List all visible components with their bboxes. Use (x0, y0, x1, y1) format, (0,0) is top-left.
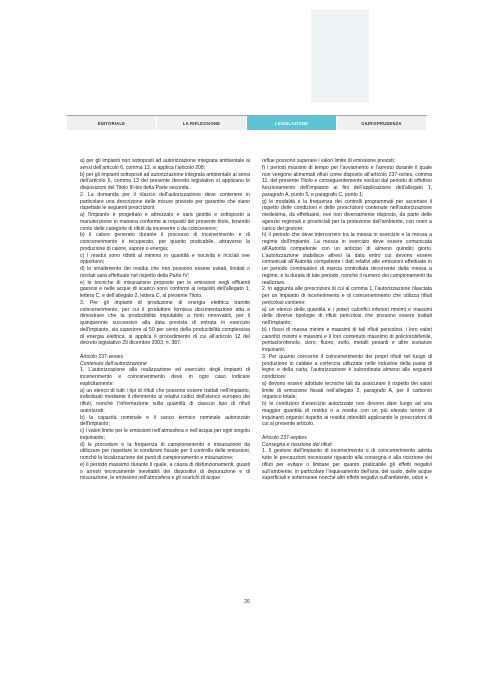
tab-giurisprudenza[interactable]: GIURISPRUDENZA (337, 116, 427, 130)
paragraph: e) le tecniche di misurazione proposte per le emissioni negli effluenti gassosi e nelle acque di scarico sono conformi ai requisiti dell’allegato 1, lettera C, e dell’allegato 2, lettera C, al presente Titolo. (80, 279, 250, 299)
paragraph: 1. L’autorizzazione alla realizzazione ed esercizio degli impianti di incenerimento e coincenerimento deve in ogni caso indicare esplicitamente: (80, 367, 250, 387)
paragraph: 1. Il gestore dell’impianto di incenerimento o di coincenerimento adotta tutte le precauzioni necessarie riguardo alla consegna e alla ricezione dei rifiuti per evitare o limitare per quanto praticabile gli effetti negativi sull’ambiente, in particolare l’inquinamento dell’aria, del suolo, delle acque superficiali e sotterranee nonché altri effetti negativi sull’ambiente, odori e (262, 448, 432, 482)
paragraph: c) i residui sono ridotti al minimo in quantità e nocività e riciclati ove opportuno; (80, 252, 250, 266)
article-subtitle: Consegna e ricezione dei rifiuti (262, 441, 332, 448)
tab-la-riflessione[interactable]: LA RIFLESSIONE (157, 116, 247, 130)
paragraph: g) le modalità e la frequenza dei controlli programmati per accertare il rispetto delle condizioni e delle prescrizioni contenute nell’autorizzazione medesima, da effettuarsi, ove non diversamente disposto, da parte delle agenzie regionali e provinciali per la protezione dell’ambiente, con oneri a carico del gestore; (262, 198, 432, 232)
paragraph: b) il calore generato durante il processo di incenerimento e di coincenerimento è recuperato, per quanto praticabile, attraverso la produzione di calore, vapore o energia; (80, 232, 250, 252)
header-banner (311, 10, 369, 102)
paragraph: a) devono essere adottate tecniche tali da assicurare il rispetto dei valori limite di emissione fissati nell’allegato 2, paragrafo A, per il carbonio organico totale; (262, 380, 432, 401)
paragraph: c) i valori limite per le emissioni nell’atmosfera e nell’acqua per ogni singolo inquinante; (80, 428, 250, 441)
paragraph: a) un elenco delle quantità e i poteri calorifici inferiori minimi e massimi delle diverse tipologie di rifiuti pericolosi che possono essere trattati nell’impianto; (262, 306, 432, 326)
paragraph: f) i periodi massimi di tempo per l’avviamento e l’arresto durante il quale non vengono alimentati rifiuti come disposto all’articolo 237-octies, comma 11, del presente Titolo e conseguentemente esclusi dal periodo di effettivo funzionamento dell’impianto ai fini dell’applicazione dell’allegato 1, paragrafo A, punto 5, e paragrafo C, punto 1; (262, 164, 432, 198)
paragraph: 2. In aggiunta alle prescrizioni di cui al comma 1, l’autorizzazione rilasciata per un impianto di incenerimento e di coincenerimento che utilizza rifiuti pericolosi contiene: (262, 286, 432, 306)
paragraph: a) un elenco di tutti i tipi di rifiuti che possono essere trattati nell’impianto, individuati mediante il riferimento ai relativi codici dell’elenco europeo dei rifiuti, nonché l’informazione sulla quantità di ciascun tipo di rifiuti autorizzati; (80, 387, 250, 414)
paragraph: a) per gli impianti non sottoposti ad autorizzazione integrata ambientale ai sensi dell’articolo 6, comma 13, si applica l’articolo 208; (80, 158, 250, 171)
section-tabs (67, 115, 427, 130)
paragraph: h) il periodo che deve intercorrere tra la messa in esercizio e la messa a regime dell’impianto. La messa in esercizio deve essere comunicata all’Autorità competente con un anticipo di almeno quindici giorni. L’autorizzazione stabilisce altresì la data entro cui devono essere comunicati all’Autorità competente i dati relativi alle emissioni effettuate in un periodo continuativo di marcia controllata decorrente dalla messa a regime, e la durata di tale periodo, nonché il numero dei campionamenti da realizzare. (262, 232, 432, 286)
paragraph: b) per gli impianti sottoposti ad autorizzazione integrata ambientale ai sensi dell’articolo 6, comma 13 del presente decreto legislativo si applicano le disposizioni del Titolo III-bis della Parte seconda. (80, 171, 250, 191)
paragraph: d) lo smaltimento dei residui che non possono essere evitati, limitati o riciclati sarà effettuato nel rispetto della Parte IV; (80, 266, 250, 279)
paragraph: b) le condizioni d’esercizio autorizzate non devono dare luogo ad una maggior quantità di residui o a residui con un più elevato tenore di inquinanti organici rispetto ai residui ottenibili applicando le prescrizioni di cui al presente articolo. (262, 401, 432, 428)
article-heading: Articolo 237-sexies (80, 353, 124, 360)
tab-legislazione[interactable]: LEGISLAZIONE (247, 116, 337, 130)
paragraph: b) la capacità nominale e il carico termico nominale autorizzato dell’impianto; (80, 414, 250, 428)
article-subtitle: Contenuto dell’autorizzazione (80, 360, 147, 367)
paragraph: 3. Per gli impianti di produzione di energia elettrica tramite coincenerimento, per cui il produttore fornisca documentazione atta a dimostrare che la producibilità imputabile a fonti rinnovabili, per il quinquennio successivo alla data prevista di entrata in esercizio dell’impianto, sia superiore al 50 per cento della producibilità complessiva di energia elettrica, si applica il procedimento di cui all’articolo 12 del decreto legislativo 29 dicembre 2003, n. 387. (80, 299, 250, 347)
paragraph: a) l’impianto è progettato e attrezzato e sarà gestito e sottoposto a manutenzione in maniera conforme ai requisiti del presente titolo, tenendo conto delle categorie di rifiuti da incenerire o da coincenerire; (80, 212, 250, 232)
paragraph: e) il periodo massimo durante il quale, a causa di disfunzionamenti, guasti o arresti tecnicamente inevitabili dei dispositivi di depurazione e di misurazione, le emissioni nell’atmosfera e gli scarichi di acque (80, 461, 250, 482)
tab-editoriale[interactable]: EDITORIALE (67, 116, 157, 130)
paragraph: reflue possono superare i valori limite di emissione previsti; (262, 158, 396, 164)
right-column (262, 158, 432, 482)
paragraph: 3. Per quanto concerne il coincenerimento dei propri rifiuti nel luogo di produzione in caldaie a corteccia utilizzate nelle industrie della pasta di legno e della carta, l’autorizzazione è subordinata almeno alle seguenti condizioni: (262, 353, 432, 380)
paragraph: d) le procedure e la frequenza di campionamento e misurazione da utilizzare per rispettare le condizioni fissate per il controllo delle emissioni, nonché la localizzazione dei punti di campionamento e misurazione; (80, 441, 250, 461)
page-number: 26 (244, 599, 250, 605)
paragraph: 2. La domanda per il rilascio dell’autorizzazione deve contenere in particolare una descrizione delle misure previste per garantire che siano rispettate le seguenti prescrizioni: (80, 191, 250, 212)
paragraph: b) i flussi di massa minimi e massimi di tali rifiuti pericolosi, i loro valori calorifici minimi e massimi e il loro contenuto massimo di policlorobifenile, pentaclorofenolo, cloro, fluoro, zolfo, metalli pesanti e altre sostanze inquinanti. (262, 326, 432, 353)
article-heading: Articolo 237-septies (262, 434, 307, 441)
left-column (80, 158, 250, 482)
